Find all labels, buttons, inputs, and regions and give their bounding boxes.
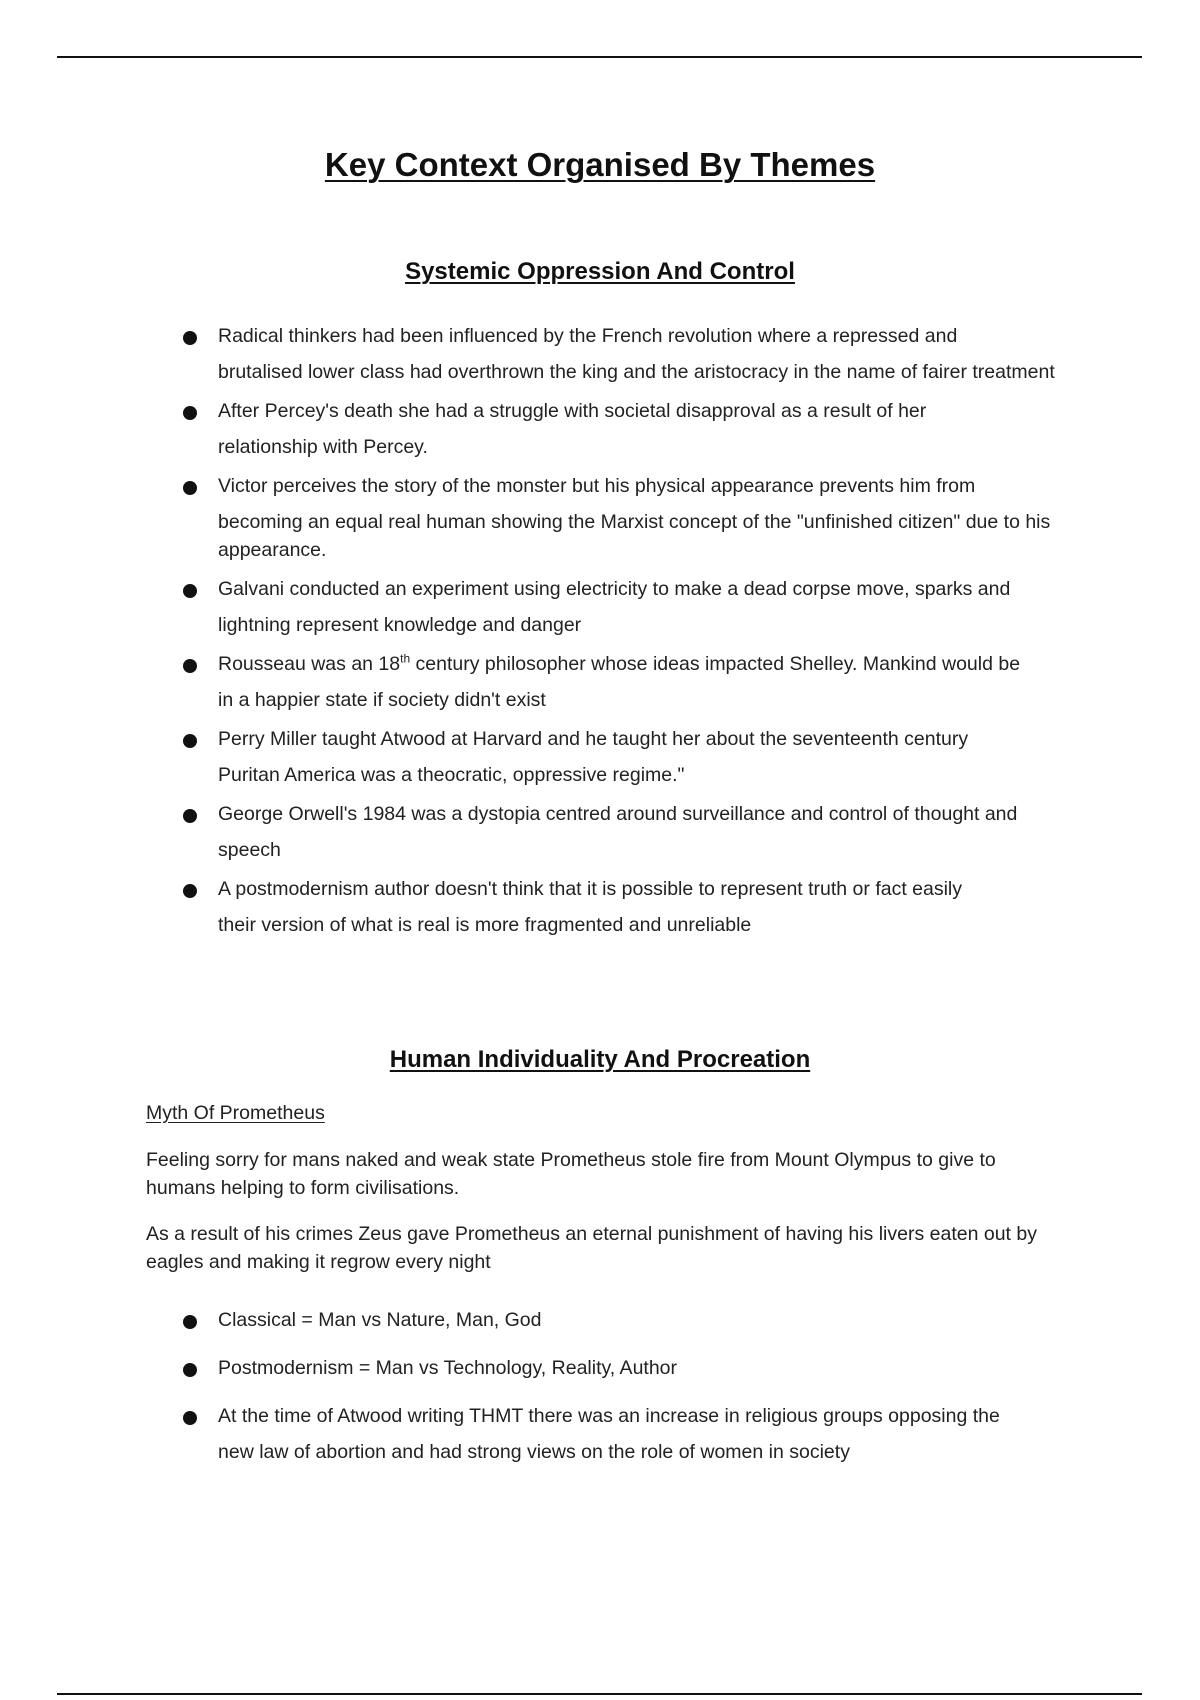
list-item: Classical = Man vs Nature, Man, God: [180, 1306, 1060, 1334]
individuality-bullet-list: [180, 1306, 1060, 1477]
list-item: Postmodernism = Man vs Technology, Reality, Author: [180, 1354, 1060, 1382]
top-rule: [57, 56, 1142, 58]
section-heading-oppression: Systemic Oppression And Control: [405, 258, 795, 285]
list-item: A postmodernism author doesn't think that it is possible to represent truth or fact easily their version of what is real is more fragmented and unreliable: [180, 875, 1060, 939]
document-title: Key Context Organised By Themes: [324, 146, 876, 183]
list-item: At the time of Atwood writing THMT there was an increase in religious groups opposing the new law of abortion and had strong views on the role of women in society: [180, 1402, 1060, 1466]
bullet-icon: [183, 406, 197, 420]
bullet-icon: [183, 331, 197, 345]
prometheus-paragraph-2: As a result of his crimes Zeus gave Prometheus an eternal punishment of having his livers eaten out by eagles and making it regrow every night: [146, 1223, 1037, 1273]
bullet-icon: [183, 659, 197, 673]
bottom-rule: [57, 1693, 1142, 1695]
bullet-icon: [183, 809, 197, 823]
oppression-bullet-list: [180, 322, 1060, 950]
bullet-icon: [183, 1315, 197, 1329]
list-item: After Percey's death she had a struggle with societal disapproval as a result of her relationship with Percey.: [180, 397, 1060, 461]
prometheus-paragraph-1: Feeling sorry for mans naked and weak state Prometheus stole fire from Mount Olympus to give to humans helping to form civilisations.: [146, 1149, 996, 1199]
bullet-icon: [183, 1411, 197, 1425]
bullet-icon: [183, 584, 197, 598]
list-item: Victor perceives the story of the monster but his physical appearance prevents him from becoming an equal real human showing the Marxist concept of the "unfinished citizen" due to his appearance.: [180, 472, 1060, 564]
list-item: Galvani conducted an experiment using electricity to make a dead corpse move, sparks and lightning represent knowledge and danger: [180, 575, 1060, 639]
bullet-icon: [183, 884, 197, 898]
bullet-icon: [183, 1363, 197, 1377]
bullet-icon: [183, 481, 197, 495]
section-heading-individuality: Human Individuality And Procreation: [389, 1046, 811, 1073]
bullet-icon: [183, 734, 197, 748]
list-item: George Orwell's 1984 was a dystopia centred around surveillance and control of thought and speech: [180, 800, 1060, 864]
myth-subheading: Myth Of Prometheus: [146, 1102, 325, 1124]
list-item: Radical thinkers had been influenced by the French revolution where a repressed and brutalised lower class had overthrown the king and the aristocracy in the name of fairer treatment: [180, 322, 1060, 386]
list-item: Rousseau was an 18th century philosopher whose ideas impacted Shelley. Mankind would be in a happier state if society didn't exist: [180, 650, 1060, 714]
list-item: Perry Miller taught Atwood at Harvard and he taught her about the seventeenth century Puritan America was a theocratic, oppressive regime.": [180, 725, 1060, 789]
